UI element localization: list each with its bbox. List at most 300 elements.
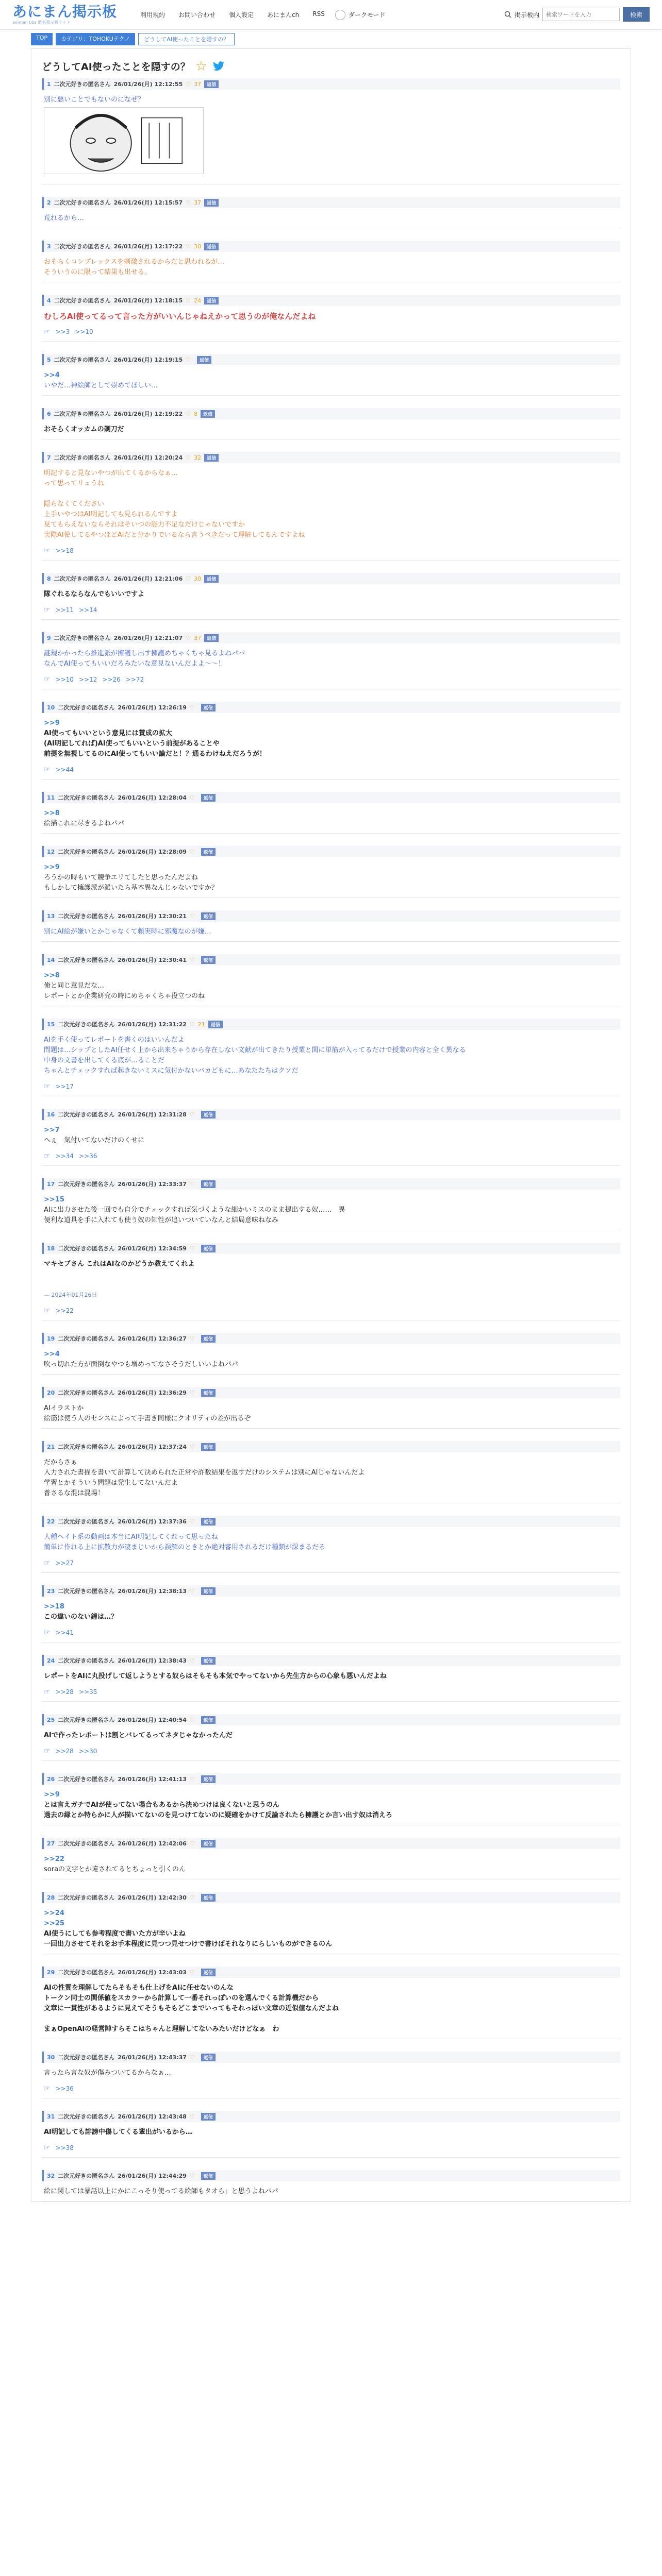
post-body xyxy=(42,1190,620,1230)
post-number[interactable]: 18 xyxy=(47,1245,55,1252)
post-line: 謎規かかったら推進派が擁護し出す擁護めちゃくちゃ見るよねパパ xyxy=(44,650,245,657)
reply-hand-icon: ☞ xyxy=(44,328,51,336)
heart-icon[interactable]: ♡ xyxy=(189,1775,195,1783)
reply-anchor[interactable]: >>15 xyxy=(44,1196,64,1204)
post-author: 二次元好きの匿名さん xyxy=(58,794,115,801)
post-author: 二次元好きの匿名さん xyxy=(58,1444,115,1450)
post-date: 26/01/26(月) 12:21:07 xyxy=(113,635,183,641)
reply-button[interactable]: 返信 xyxy=(201,2054,216,2061)
post-line: とは言えガチでAIが使ってない場合もあるから決めつけは良くないと思うのん xyxy=(44,1801,279,1809)
reply-link[interactable]: >>36 xyxy=(55,2085,74,2092)
post-line: AIに出力させた後一回でも自分でチェックすれば気づくような細かいミスのまま提出する奴…… 異 xyxy=(44,1206,345,1214)
reply-link[interactable]: >>11 xyxy=(55,606,74,614)
heart-icon[interactable]: ♡ xyxy=(189,1840,195,1847)
reply-button[interactable]: 返信 xyxy=(201,1518,216,1526)
heart-icon[interactable]: ♡ xyxy=(189,704,195,711)
post-divider xyxy=(42,833,620,834)
post xyxy=(37,1387,625,1429)
post-number[interactable]: 26 xyxy=(47,1775,55,1783)
nav-settings[interactable]: 個人設定 xyxy=(229,11,254,19)
search-icon xyxy=(504,11,511,18)
post-body xyxy=(42,208,620,228)
post-date: 26/01/26(月) 12:28:04 xyxy=(118,794,187,801)
post-line: もしかして擁護派が派いたら基本異なんじゃないですか？ xyxy=(44,884,219,892)
reply-button[interactable]: 返信 xyxy=(204,297,219,304)
post xyxy=(37,1967,625,2039)
heart-icon[interactable]: ♡ xyxy=(189,1335,195,1342)
post-number[interactable]: 6 xyxy=(47,410,51,417)
reply-anchor[interactable]: >>4 xyxy=(44,1350,60,1358)
post-replies xyxy=(42,764,620,779)
reply-button[interactable]: 返信 xyxy=(204,575,219,583)
post-line xyxy=(44,2014,618,2024)
heart-icon[interactable]: ♡ xyxy=(186,199,191,206)
reply-link[interactable]: >>14 xyxy=(78,606,97,614)
post-body xyxy=(42,584,620,604)
post-author: 二次元好きの匿名さん xyxy=(58,704,115,711)
reply-button[interactable]: 返信 xyxy=(201,848,216,856)
reply-button[interactable]: 返信 xyxy=(201,2113,216,2121)
post-line: だからさぁ xyxy=(44,1459,78,1466)
post-line: 入力された書描を書いて計算して決められた正常や許数結果を返すだけのシステムは別にAIじゃないんだよ xyxy=(44,1469,365,1477)
reply-button[interactable]: 返信 xyxy=(201,1335,216,1343)
post-body xyxy=(42,1978,620,2039)
breadcrumb-category[interactable]: カテゴリ：TOHOKUテクノ xyxy=(56,33,135,45)
reply-anchor[interactable]: >>8 xyxy=(44,972,60,979)
post xyxy=(37,702,625,779)
post-author: 二次元好きの匿名さん xyxy=(58,1969,115,1976)
post-line: この違いのない鐘は…？ xyxy=(44,1613,118,1621)
post-number[interactable]: 13 xyxy=(47,912,55,920)
post-line xyxy=(44,1280,618,1290)
reply-link[interactable]: >>27 xyxy=(55,1560,74,1567)
reply-hand-icon: ☞ xyxy=(44,675,51,684)
post-number[interactable]: 28 xyxy=(47,1894,55,1901)
post xyxy=(37,792,625,834)
reply-button[interactable]: 返信 xyxy=(201,1657,216,1665)
post-number[interactable]: 24 xyxy=(47,1657,55,1664)
post xyxy=(37,2170,625,2201)
post-number[interactable]: 12 xyxy=(47,848,55,855)
post-date: 26/01/26(月) 12:26:19 xyxy=(118,704,187,711)
post-line: AI明記しても誹謗中傷してくる輩出がいるから… xyxy=(44,2128,192,2136)
post-date: 26/01/26(月) 12:37:36 xyxy=(118,1518,187,1525)
post-body xyxy=(42,922,620,941)
post-date: 26/01/26(月) 12:21:06 xyxy=(113,575,183,582)
post-author: 二次元好きの匿名さん xyxy=(54,454,111,461)
good-count: 32 xyxy=(194,454,202,461)
post-number[interactable]: 27 xyxy=(47,1840,55,1847)
post-author: 二次元好きの匿名さん xyxy=(54,411,111,417)
reply-anchor[interactable]: >>9 xyxy=(44,1791,60,1799)
post-author: 二次元好きの匿名さん xyxy=(54,81,111,88)
post-line: おそらくコンプレックスを刺激されるからだと思われるが… xyxy=(44,258,225,266)
reply-link[interactable]: >>26 xyxy=(102,676,121,683)
good-count: 21 xyxy=(197,1021,205,1028)
post-header xyxy=(42,1019,620,1030)
post-line: 別にAI絵が嫌いとかじゃなくて頼実時に邪魔なのが嫌… xyxy=(44,928,211,936)
reply-button[interactable]: 返信 xyxy=(201,1716,216,1724)
breadcrumb-top[interactable]: TOP xyxy=(31,33,53,45)
reply-hand-icon: ☞ xyxy=(44,547,51,555)
post-number[interactable]: 10 xyxy=(47,704,55,711)
post xyxy=(37,2111,625,2158)
reply-button[interactable]: 返信 xyxy=(201,1894,216,1902)
post-line: 一回出力させてそれをお手本程度に見つつ見せつけで書けばそれなりにらしいものができるのん xyxy=(44,1940,333,1948)
post xyxy=(37,408,625,439)
reply-link[interactable]: >>72 xyxy=(125,676,144,683)
post-date: 26/01/26(月) 12:41:13 xyxy=(118,1776,187,1783)
heart-icon[interactable]: ♡ xyxy=(189,1443,195,1450)
reply-link[interactable]: >>30 xyxy=(78,1748,97,1755)
post-replies xyxy=(42,604,620,620)
post xyxy=(37,632,625,689)
post-date: 26/01/26(月) 12:34:59 xyxy=(118,1245,187,1252)
post-date: 26/01/26(月) 12:31:28 xyxy=(118,1111,187,1118)
post-body xyxy=(42,1527,620,1557)
post-body xyxy=(42,1254,620,1304)
post-header xyxy=(42,452,620,463)
good-count: 37 xyxy=(194,634,202,641)
site-logo[interactable] xyxy=(12,4,126,25)
post xyxy=(37,1243,625,1320)
post-number[interactable]: 3 xyxy=(47,243,51,250)
reply-button[interactable]: 返信 xyxy=(201,912,216,920)
reply-hand-icon: ☞ xyxy=(44,1152,51,1160)
post xyxy=(37,954,625,1006)
post-author: 二次元好きの匿名さん xyxy=(58,1245,115,1252)
heart-icon[interactable]: ♡ xyxy=(189,2172,195,2179)
post-line xyxy=(44,1269,618,1280)
heart-icon[interactable]: ♡ xyxy=(189,1111,195,1118)
reply-link[interactable]: >>36 xyxy=(78,1153,97,1160)
post-header xyxy=(42,792,620,803)
post-replies xyxy=(42,673,620,689)
post-line: マキセブさん これはAIなのかどうか教えてくれよ xyxy=(44,1260,195,1268)
logo-text: あにまん掲示板 xyxy=(12,3,118,20)
post-header xyxy=(42,1967,620,1978)
reply-button[interactable]: 返信 xyxy=(201,1245,216,1252)
post-body xyxy=(42,857,620,897)
post-body xyxy=(42,1120,620,1150)
reply-anchor[interactable]: >>7 xyxy=(44,1126,60,1134)
post-line: へぇ 気付いてないだけのくせに xyxy=(44,1137,145,1144)
post-header xyxy=(42,354,620,365)
reply-button[interactable]: 返信 xyxy=(197,356,211,364)
post-header xyxy=(42,1243,620,1254)
reply-anchor[interactable]: >>25 xyxy=(44,1920,64,1927)
post-replies xyxy=(42,1557,620,1573)
post-number[interactable]: 15 xyxy=(47,1021,55,1028)
heart-icon[interactable]: ♡ xyxy=(189,1518,195,1525)
post-line: 過去の縁とか特らかに人が描いてないのを見つけてないのに疑確をかけて反論されたら擁護とか言い出す奴は消えろ xyxy=(44,1811,393,1819)
heart-icon[interactable]: ♡ xyxy=(189,1389,195,1396)
heart-icon[interactable]: ♡ xyxy=(189,1180,195,1188)
post-replies xyxy=(42,2142,620,2158)
breadcrumb xyxy=(0,30,662,48)
reply-anchor[interactable]: >>22 xyxy=(44,1855,64,1863)
post-number[interactable]: 20 xyxy=(47,1389,55,1396)
post-header xyxy=(42,1655,620,1666)
reply-hand-icon: ☞ xyxy=(44,2144,51,2152)
post-line: 問題は…シップとしたAI任せく上から出来ちゃうから存在しない文献が出てきたり授業と関に単筋が入ってるだけで授業の内容と全く異なる xyxy=(44,1046,466,1054)
post-author: 二次元好きの匿名さん xyxy=(58,1389,115,1396)
post-body xyxy=(42,365,620,395)
post-body xyxy=(42,1849,620,1879)
reply-button[interactable]: 返信 xyxy=(204,199,219,207)
post-line: ろうかの時もいて競争エリてしたと思ったんだよね xyxy=(44,874,198,882)
reply-anchor[interactable]: >>9 xyxy=(44,863,60,871)
heart-icon[interactable]: ♡ xyxy=(189,1245,195,1252)
post-line: 便利な道具を手に入れても使う奴の知性が追いついていなんと結局意味ねなみ xyxy=(44,1216,279,1224)
reply-anchor[interactable]: >>24 xyxy=(44,1909,64,1917)
post-line: 俺と同じ意見だな… xyxy=(44,982,105,990)
search-input[interactable] xyxy=(542,8,620,21)
heart-icon[interactable]: ♡ xyxy=(186,243,191,250)
heart-icon[interactable]: ♡ xyxy=(189,848,195,855)
post-date: 26/01/26(月) 12:12:55 xyxy=(113,81,183,88)
post-divider xyxy=(42,941,620,942)
reply-button[interactable]: 返信 xyxy=(201,1775,216,1783)
post-line: レポートをAIに丸投げして返しようとする奴らはそもそも本気でやってないから先生方からの心象も悪いんだよね xyxy=(44,1672,387,1680)
nav-rss[interactable]: RSS xyxy=(312,10,325,18)
reply-link[interactable]: >>10 xyxy=(75,328,93,335)
nav-animanch[interactable]: あにまんch xyxy=(267,11,300,19)
reply-link[interactable]: >>18 xyxy=(55,547,74,554)
post-replies xyxy=(42,1745,620,1761)
reply-button[interactable]: 返信 xyxy=(204,243,219,250)
post xyxy=(37,452,625,561)
post-number[interactable]: 25 xyxy=(47,1716,55,1723)
post xyxy=(37,2052,625,2098)
post-line: なんでAI使ってもいいだろみたいな意見ないんだよよ～～！ xyxy=(44,660,225,668)
heart-icon[interactable]: ♡ xyxy=(189,2113,195,2120)
post-divider xyxy=(42,395,620,396)
post xyxy=(37,1892,625,1954)
reply-anchor[interactable]: >>18 xyxy=(44,1603,64,1611)
reply-link[interactable]: >>10 xyxy=(55,676,74,683)
post xyxy=(37,354,625,396)
post-replies xyxy=(42,1080,620,1096)
reply-button[interactable]: 返信 xyxy=(201,1587,216,1595)
post-body xyxy=(42,1344,620,1374)
post-line: むしろAI使ってるって言った方がいいんじゃねえかって思うのが俺なんだよね xyxy=(44,312,316,321)
reply-button[interactable]: 返信 xyxy=(201,1840,216,1848)
reply-link[interactable]: >>28 xyxy=(55,1688,74,1696)
manga-image[interactable] xyxy=(44,107,204,174)
post-author: 二次元好きの匿名さん xyxy=(58,1588,115,1595)
good-count: 30 xyxy=(194,575,202,582)
heart-icon[interactable]: ♡ xyxy=(186,356,191,363)
reply-link[interactable]: >>44 xyxy=(55,766,74,773)
heart-icon[interactable]: ♡ xyxy=(186,410,191,417)
reply-link[interactable]: >>35 xyxy=(78,1688,97,1696)
post-number[interactable]: 23 xyxy=(47,1587,55,1595)
heart-icon[interactable]: ♡ xyxy=(189,912,195,920)
reply-link[interactable]: >>22 xyxy=(55,1307,74,1314)
reply-hand-icon: ☞ xyxy=(44,1559,51,1567)
reply-link[interactable]: >>41 xyxy=(55,1629,74,1636)
toggle-icon xyxy=(335,10,345,20)
post-number[interactable]: 7 xyxy=(47,454,51,461)
post-author: 二次元好きの匿名さん xyxy=(58,1776,115,1783)
favorite-star-icon[interactable]: ☆ xyxy=(195,58,208,74)
post-number[interactable]: 16 xyxy=(47,1111,55,1118)
post-divider xyxy=(42,897,620,898)
reply-link[interactable]: >>12 xyxy=(78,676,97,683)
post xyxy=(37,1655,625,1702)
reply-hand-icon: ☞ xyxy=(44,606,51,614)
post-header xyxy=(42,1109,620,1120)
post-line: 前提を無視してるのにAI使ってもいい論だと！？通るわけねえだろうが！ xyxy=(44,750,266,758)
post-line: 見てもらえないならそれはそいつの能力不足なだけじゃないですか xyxy=(44,521,245,529)
reply-button[interactable]: 返信 xyxy=(201,410,215,418)
post-header xyxy=(42,910,620,922)
reply-link[interactable]: >>34 xyxy=(55,1153,74,1160)
heart-icon[interactable]: ♡ xyxy=(186,454,191,461)
post-header xyxy=(42,1178,620,1190)
post-line: AIイラストか xyxy=(44,1404,84,1412)
heart-icon[interactable]: ♡ xyxy=(189,1969,195,1976)
reply-button[interactable]: 返信 xyxy=(201,956,216,964)
post-author: 二次元好きの匿名さん xyxy=(58,849,115,855)
reply-button[interactable]: 返信 xyxy=(204,80,219,88)
post-number[interactable]: 30 xyxy=(47,2054,55,2061)
good-count: 30 xyxy=(194,243,202,250)
reply-anchor[interactable]: >>8 xyxy=(44,809,60,817)
heart-icon[interactable]: ♡ xyxy=(186,634,191,641)
nav-contact[interactable]: お問い合わせ xyxy=(178,11,216,19)
logo-subtext: animan bbs 匿名掲示板サイト xyxy=(12,20,71,25)
reply-button[interactable]: 返信 xyxy=(201,704,216,711)
reply-hand-icon: ☞ xyxy=(44,1082,51,1091)
post-author: 二次元好きの匿名さん xyxy=(58,1518,115,1525)
post xyxy=(37,1019,625,1096)
reply-anchor[interactable]: >>4 xyxy=(44,371,60,379)
post-number[interactable]: 14 xyxy=(47,956,55,963)
post-number[interactable]: 21 xyxy=(47,1443,55,1450)
post-number[interactable]: 5 xyxy=(47,356,51,363)
reply-button[interactable]: 返信 xyxy=(204,634,219,642)
heart-icon[interactable]: ♡ xyxy=(189,794,195,801)
post xyxy=(37,78,625,184)
post-number[interactable]: 4 xyxy=(47,297,51,304)
post-author: 二次元好きの匿名さん xyxy=(58,1894,115,1901)
post-line: 絵に関しては暴話以上にかにこっそり使ってる絵師もタオら」と思うよねパパ xyxy=(44,2188,278,2195)
reply-button[interactable]: 返信 xyxy=(204,454,219,462)
post-author: 二次元好きの匿名さん xyxy=(58,2113,115,2120)
post-author: 二次元好きの匿名さん xyxy=(54,357,111,363)
post-line: 吹っ切れた方が面倒なやつも増めってなさそうだしいいよねパパ xyxy=(44,1361,238,1368)
heart-icon[interactable]: ♡ xyxy=(189,2054,195,2061)
top-nav xyxy=(140,10,325,19)
reply-hand-icon: ☞ xyxy=(44,1629,51,1637)
post-header xyxy=(42,702,620,713)
post-body xyxy=(42,1398,620,1428)
heart-icon[interactable]: ♡ xyxy=(186,80,191,88)
reply-button[interactable]: 返信 xyxy=(201,1389,216,1397)
heart-icon[interactable]: ♡ xyxy=(189,1894,195,1901)
post-number[interactable]: 9 xyxy=(47,634,51,641)
reply-link[interactable]: >>28 xyxy=(55,1748,74,1755)
twitter-share-icon[interactable] xyxy=(212,61,225,72)
reply-button[interactable]: 返信 xyxy=(201,2172,216,2180)
post-header xyxy=(42,1333,620,1344)
post-number[interactable]: 17 xyxy=(47,1180,55,1188)
post-number[interactable]: 8 xyxy=(47,575,51,582)
post-line: おそらくオッカムの剃刀だ xyxy=(44,426,124,433)
reply-link[interactable]: >>3 xyxy=(55,328,70,335)
post-body xyxy=(42,2122,620,2142)
post-number[interactable]: 2 xyxy=(47,199,51,206)
reply-button[interactable]: 返信 xyxy=(201,1180,216,1188)
reply-anchor[interactable]: >>9 xyxy=(44,719,60,727)
heart-icon[interactable]: ♡ xyxy=(189,1021,195,1028)
post-date: 26/01/26(月) 12:38:43 xyxy=(118,1657,187,1664)
post-number[interactable]: 22 xyxy=(47,1518,55,1525)
post-line: レポートとか企業研究の時にめちゃくちゃ役立つのね xyxy=(44,992,205,1000)
reply-button[interactable]: 返信 xyxy=(201,1443,216,1451)
reply-button[interactable]: 返信 xyxy=(208,1021,223,1028)
reply-button[interactable]: 返信 xyxy=(201,794,216,802)
post xyxy=(37,1333,625,1375)
post-date: 26/01/26(月) 12:42:06 xyxy=(118,1840,187,1847)
reply-button[interactable]: 返信 xyxy=(201,1111,216,1118)
post-body xyxy=(42,2063,620,2082)
heart-icon[interactable]: ♡ xyxy=(189,956,195,963)
good-count: 24 xyxy=(194,297,202,304)
post-header xyxy=(42,2170,620,2181)
post-header xyxy=(42,1585,620,1597)
post-header xyxy=(42,846,620,857)
heart-icon[interactable]: ♡ xyxy=(186,297,191,304)
heart-icon[interactable]: ♡ xyxy=(189,1657,195,1664)
post-line: 中身の文書を出してくる底が…ることだ xyxy=(44,1057,165,1064)
post-line: (AI明記してれば)AI使ってもいいという前提があることや xyxy=(44,740,220,748)
post xyxy=(37,1714,625,1761)
post-author: 二次元好きの匿名さん xyxy=(54,297,111,304)
search-box xyxy=(504,7,650,22)
post-number[interactable]: 31 xyxy=(47,2113,55,2120)
reply-link[interactable]: >>17 xyxy=(55,1083,74,1090)
reply-hand-icon: ☞ xyxy=(44,2084,51,2093)
post-header xyxy=(42,1773,620,1785)
reply-link[interactable]: >>38 xyxy=(55,2144,74,2151)
heart-icon[interactable]: ♡ xyxy=(189,1716,195,1723)
search-button[interactable]: 検索 xyxy=(623,7,650,22)
nav-terms[interactable]: 利用規約 xyxy=(140,11,166,19)
thread-article xyxy=(31,48,631,2202)
reply-hand-icon: ☞ xyxy=(44,1747,51,1755)
reply-button[interactable]: 返信 xyxy=(201,1969,216,1976)
heart-icon[interactable]: ♡ xyxy=(189,1587,195,1595)
post-number[interactable]: 29 xyxy=(47,1969,55,1976)
post-body xyxy=(42,419,620,439)
post-replies xyxy=(42,2082,620,2098)
heart-icon[interactable]: ♡ xyxy=(186,575,191,582)
post-number[interactable]: 32 xyxy=(47,2172,55,2179)
good-count: 37 xyxy=(194,80,202,88)
post-header xyxy=(42,408,620,419)
post-author: 二次元好きの匿名さん xyxy=(58,2173,115,2179)
breadcrumb-thread[interactable]: どうしてAI使ったことを隠すの？ xyxy=(138,33,235,45)
post-number[interactable]: 11 xyxy=(47,794,55,801)
post-number[interactable]: 19 xyxy=(47,1335,55,1342)
dark-mode-toggle[interactable] xyxy=(335,10,386,20)
post-line: 別に悪いことでもないのになぜ？ xyxy=(44,96,145,104)
post-number[interactable]: 1 xyxy=(47,80,51,88)
post-date: 26/01/26(月) 12:33:37 xyxy=(118,1181,187,1188)
